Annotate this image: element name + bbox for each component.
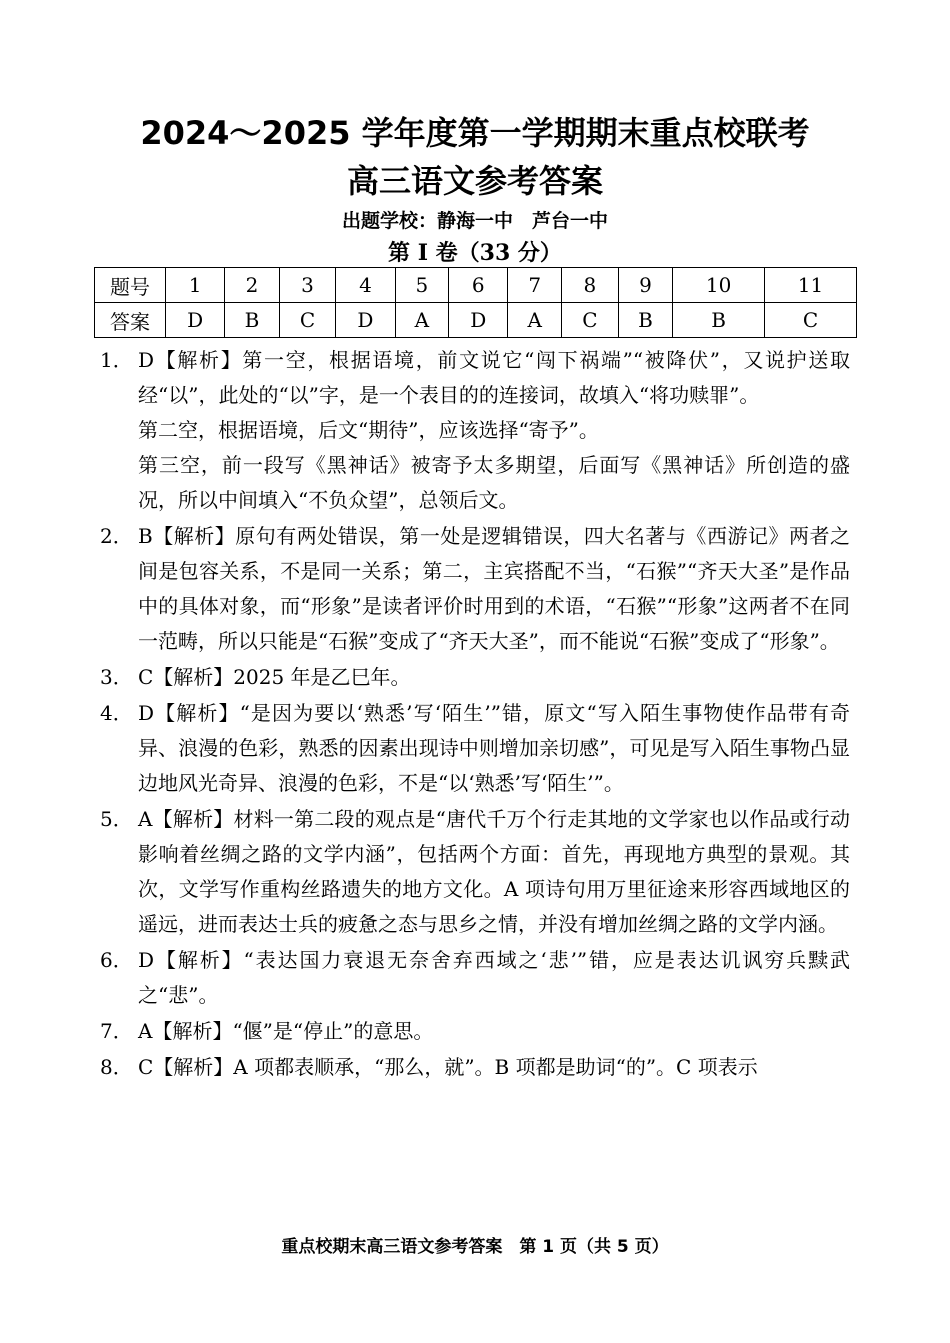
question-number-cell: 3	[279, 268, 336, 303]
answer-cell: B	[618, 303, 673, 338]
answer-table	[94, 267, 857, 338]
item-paragraph: 第二空，根据语境，后文“期待”，应该选择“寄予”。	[138, 418, 599, 442]
item-paragraph: A【解析】材料一第二段的观点是“唐代千万个行走其地的文学家也以作品或行动影响着丝绸之路的文学内涵”，包括两个方面：首先，再现地方典型的景观。其次，文学写作重构丝路遗失的地方文化。A 项诗句用万里征途来形容西域地区的遥远，进而表达士兵的疲惫之态与思乡之情，并没有增加丝绸之路的文学内涵。	[138, 807, 850, 936]
answer-cell: C	[279, 303, 336, 338]
answer-cell: A	[395, 303, 449, 338]
question-number-cell: 7	[508, 268, 562, 303]
page-title: 2024～2025 学年度第一学期期末重点校联考	[140, 114, 810, 152]
question-number-cell: 9	[618, 268, 673, 303]
question-number-row	[95, 268, 857, 303]
explanation-list	[100, 343, 850, 1086]
item-paragraph: A【解析】“偃”是“停止”的意思。	[138, 1019, 434, 1043]
item-number: 2．	[100, 524, 133, 548]
page-subtitle: 高三语文参考答案	[346, 162, 603, 200]
answer-cell: D	[336, 303, 395, 338]
item-paragraph: D【解析】“是因为要以‘熟悉’写‘陌生’”错，原文“写入陌生事物使作品带有奇异、浪漫的色彩，熟悉的因素出现诗中则增加亲切感”，可见是写入陌生事物凸显边地风光奇异、浪漫的色彩，不是“以‘熟悉’写‘陌生’”。	[138, 701, 850, 795]
explanation-item	[100, 660, 850, 695]
explanation-item	[100, 1014, 850, 1049]
row-label: 答案	[95, 303, 166, 338]
item-number: 5．	[100, 807, 133, 831]
page-footer: 重点校期末高三语文参考答案 第 1 页（共 5 页）	[281, 1237, 669, 1257]
answer-cell: B	[673, 303, 765, 338]
answer-cell: C	[562, 303, 619, 338]
item-paragraph: D【解析】第一空，根据语境，前文说它“闯下祸端”“被降伏”，又说护送取经“以”，此处的“以”字，是一个表目的的连接词，故填入“将功赎罪”。	[138, 348, 850, 407]
item-paragraph: D【解析】“表达国力衰退无奈舍弃西域之‘悲’”错，应是表达讥讽穷兵黩武之“悲”。	[138, 948, 850, 1007]
item-number: 4．	[100, 701, 133, 725]
item-number: 1．	[100, 348, 133, 372]
item-paragraph: B【解析】原句有两处错误，第一处是逻辑错误，四大名著与《西游记》两者之间是包容关系，不是同一关系；第二，主宾搭配不当，“石猴”“齐天大圣”是作品中的具体对象，而“形象”是读者评价时用到的术语，“石猴”“形象”这两者不在同一范畴，所以只能是“石猴”变成了“齐天大圣”，而不能说“石猴”变成了“形象”。	[138, 524, 850, 653]
item-number: 7．	[100, 1019, 133, 1043]
question-number-cell: 1	[166, 268, 225, 303]
item-paragraph: C【解析】A 项都表顺承，“那么，就”。B 项都是助词“的”。C 项表示	[138, 1055, 758, 1079]
answer-cell: A	[508, 303, 562, 338]
question-number-cell: 2	[225, 268, 280, 303]
explanation-item	[100, 519, 850, 659]
explanation-item	[100, 1050, 850, 1085]
item-paragraph: C【解析】2025 年是乙巳年。	[138, 665, 411, 689]
explanation-item	[100, 343, 850, 518]
explanation-item	[100, 696, 850, 801]
question-number-cell: 8	[562, 268, 619, 303]
explanation-item	[100, 802, 850, 942]
section-title: 第 I 卷（33 分）	[388, 240, 562, 266]
answer-cell: D	[449, 303, 508, 338]
question-number-cell: 6	[449, 268, 508, 303]
answer-row	[95, 303, 857, 338]
question-number-cell: 11	[765, 268, 857, 303]
question-number-cell: 5	[395, 268, 449, 303]
answer-cell: D	[166, 303, 225, 338]
item-number: 8．	[100, 1055, 133, 1079]
question-number-cell: 4	[336, 268, 395, 303]
item-number: 3．	[100, 665, 133, 689]
row-label: 题号	[95, 268, 166, 303]
answer-cell: B	[225, 303, 280, 338]
school-line: 出题学校：静海一中 芦台一中	[341, 210, 608, 232]
question-number-cell: 10	[673, 268, 765, 303]
item-number: 6．	[100, 948, 133, 972]
answer-cell: C	[765, 303, 857, 338]
explanation-item	[100, 943, 850, 1013]
item-paragraph: 第三空，前一段写《黑神话》被寄予太多期望，后面写《黑神话》所创造的盛况，所以中间填入“不负众望”，总领后文。	[138, 453, 850, 512]
